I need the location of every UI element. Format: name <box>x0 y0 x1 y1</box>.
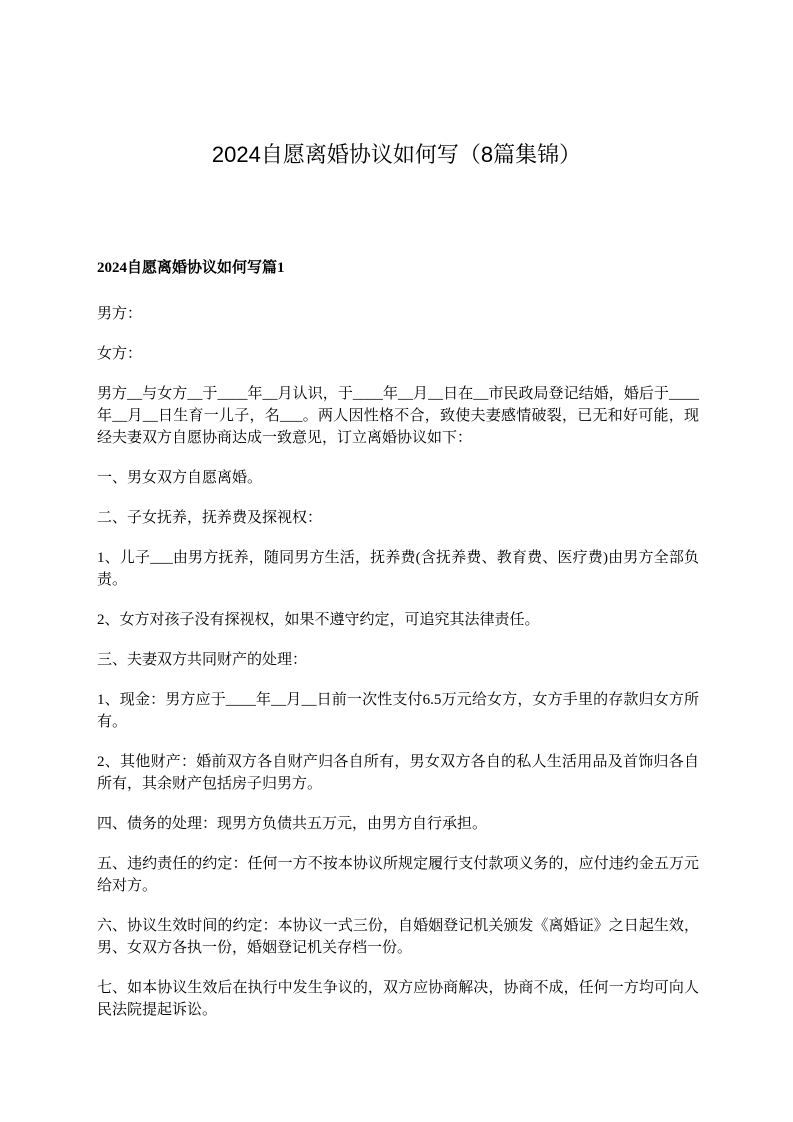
paragraph-intro: 男方__与女方__于____年__月认识，于____年__月__日在__市民政局登记结婚，婚后于____年__月__日生育一儿子，名___。两人因性格不合，致使夫妻感情破裂，已无和好可能，现经夫妻双方自愿协商达成一致意见，订立离婚协议如下： <box>97 386 699 446</box>
paragraph-clause-3-1: 1、现金：男方应于____年__月__日前一次性支付6.5万元给女方，女方手里的存款归女方所有。 <box>97 692 699 730</box>
paragraph-husband: 男方： <box>97 306 143 322</box>
document-body <box>97 257 699 1039</box>
paragraph-clause-3-2: 2、其他财产：婚前双方各自财产归各自所有，男女双方各自的私人生活用品及首饰归各自所有，其余财产包括房子归男方。 <box>97 754 699 792</box>
paragraph-clause-2-2: 2、女方对孩子没有探视权，如果不遵守约定，可追究其法律责任。 <box>97 612 540 628</box>
document-title: 2024自愿离婚协议如何写（8篇集锦） <box>211 142 582 167</box>
paragraph-clause-3: 三、夫妻双方共同财产的处理： <box>97 652 308 668</box>
section-heading: 2024自愿离婚协议如何写篇1 <box>97 260 285 276</box>
paragraph-clause-7: 七、如本协议生效后在执行中发生争议的，双方应协商解决，协商不成，任何一方均可向人民法院提起诉讼。 <box>97 980 699 1018</box>
paragraph-clause-5: 五、违约责任的约定：任何一方不按本协议所规定履行支付款项义务的，应付违约金五万元给对方。 <box>97 856 699 894</box>
paragraph-clause-2: 二、子女抚养，抚养费及探视权： <box>97 510 323 526</box>
paragraph-clause-6: 六、协议生效时间的约定：本协议一式三份，自婚姻登记机关颁发《离婚证》之日起生效，男、女双方各执一份，婚姻登记机关存档一份。 <box>97 918 699 956</box>
paragraph-wife: 女方： <box>97 346 143 362</box>
paragraph-clause-1: 一、男女双方自愿离婚。 <box>97 470 263 486</box>
paragraph-clause-2-1: 1、儿子___由男方抚养，随同男方生活，抚养费(含抚养费、教育费、医疗费)由男方全部负责。 <box>97 550 699 588</box>
paragraph-clause-4: 四、债务的处理：现男方负债共五万元，由男方自行承担。 <box>97 816 488 832</box>
